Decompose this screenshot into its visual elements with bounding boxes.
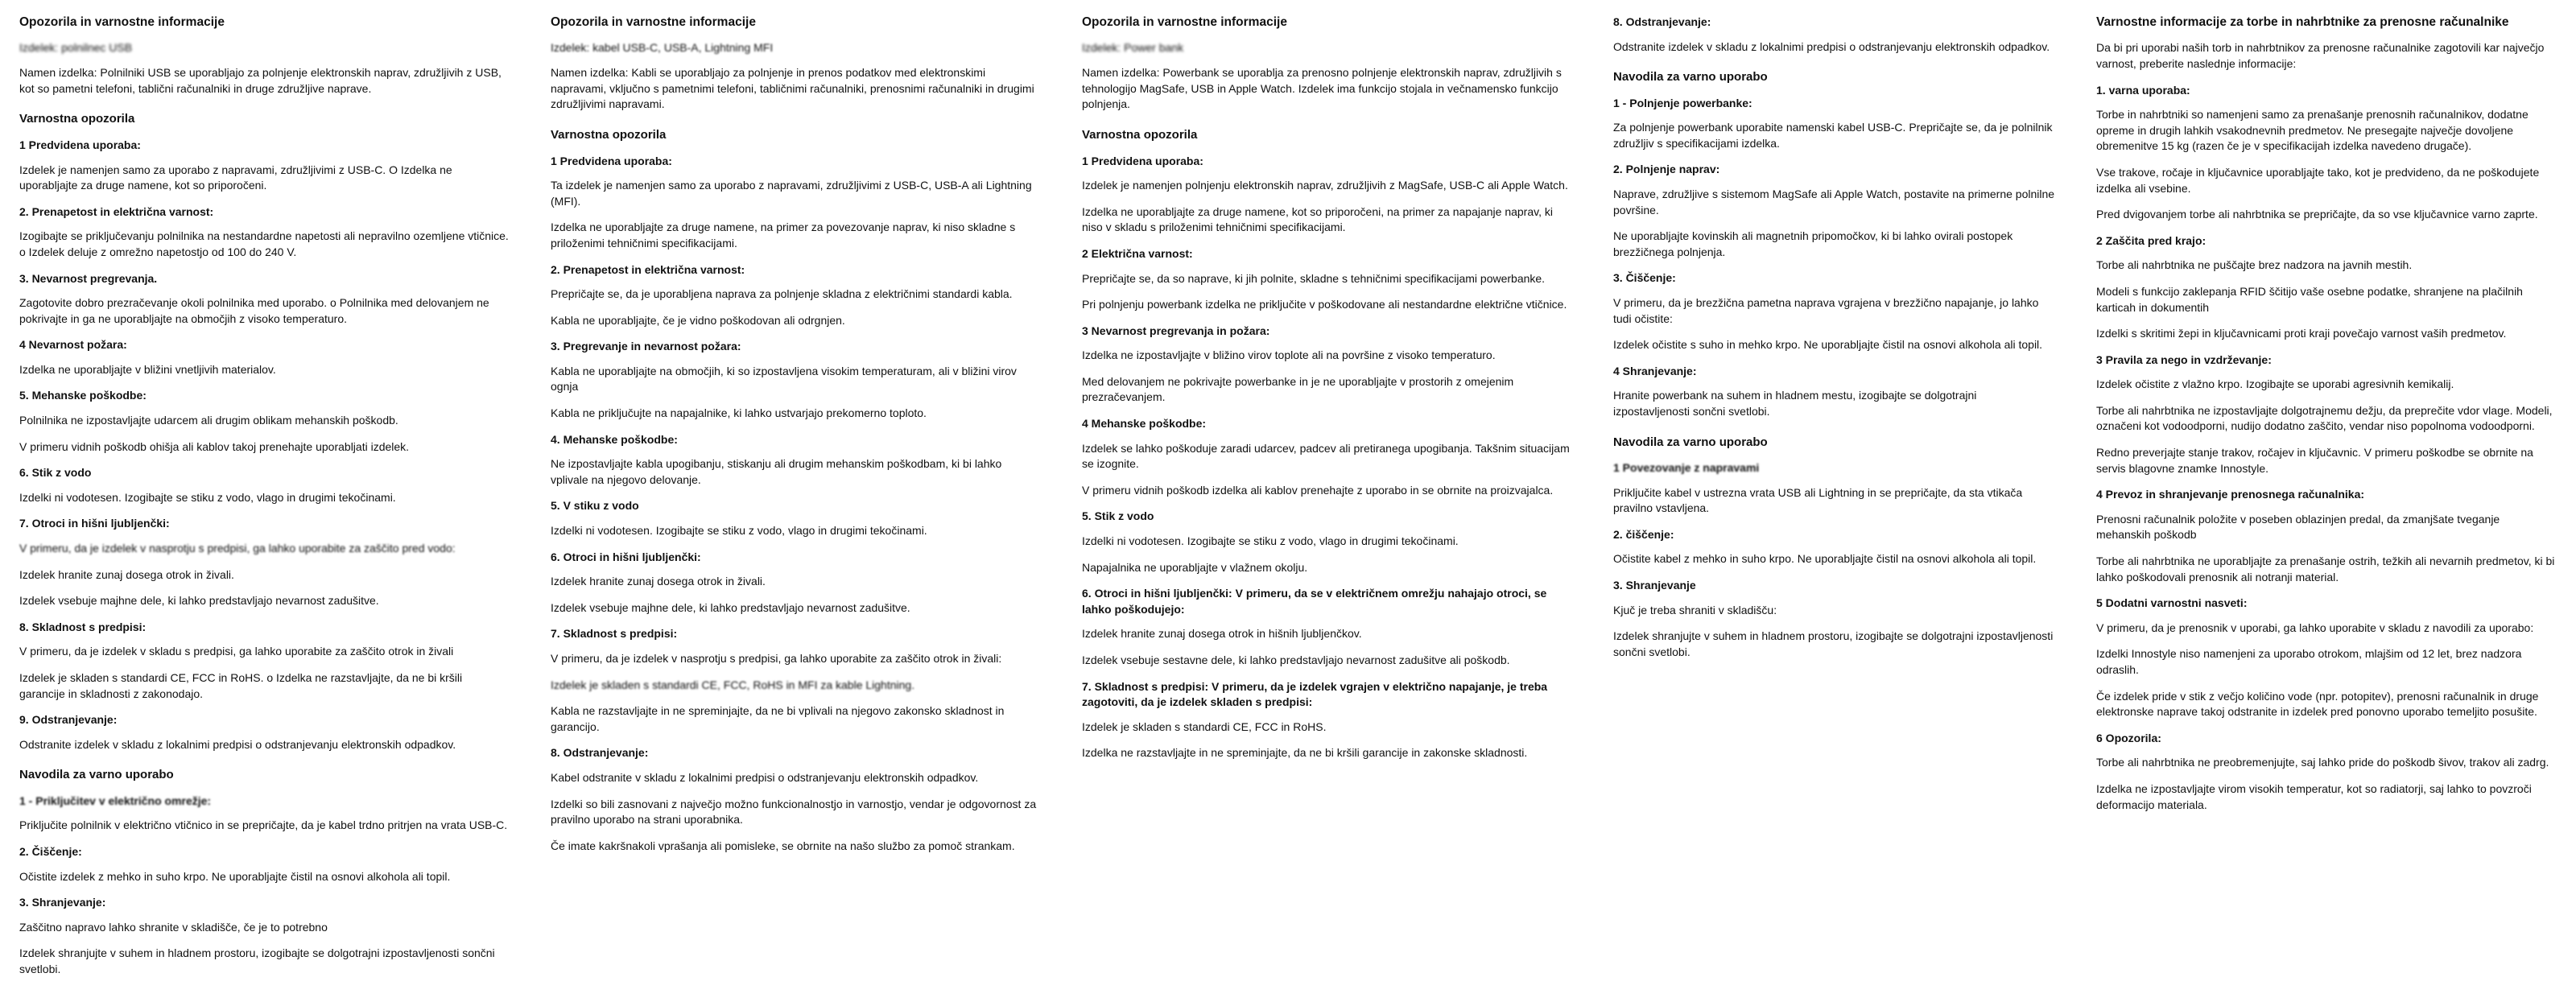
warnings-heading: Varnostna opozorila — [19, 112, 135, 126]
item-heading: 6. Otroci in hišni ljubljenčki: — [551, 550, 701, 563]
usage-item-text: Za polnjenje powerbank uporabite namenski kabel USB-C. Prepričajte se, da je polnilnik združljiv s specifikacijami izdelka. — [1613, 121, 2053, 150]
item-heading: 9. Odstranjevanje: — [19, 713, 118, 727]
item-text: Izdelek je skladen s standardi CE, FCC in RoHS. o Izdelka ne razstavljajte, da ne bi kršili garancije in skladnosti z zakonodajo. — [19, 671, 463, 700]
product-line-text: Izdelek: kabel USB-C, USB-A, Lightning MFI — [551, 41, 774, 55]
item-heading: 1 Predvidena uporaba: — [19, 138, 141, 151]
item-text: V primeru, da je izdelek v skladu s predpisi, ga lahko uporabite za zaščito otrok in živali — [19, 645, 454, 658]
usage-item-text: Priključite polnilnik v električno vtičnico in se prepričajte, da je kabel trdno pritrjen na vrata USB-C. — [19, 818, 508, 832]
usage-item-text: Priključite kabel v ustrezna vrata USB ali Lightning in se prepričajte, da sta vtikača pravilno vstavljena. — [1613, 485, 2023, 515]
item-text: V primeru, da je izdelek v nasprotju s predpisi, ga lahko uporabite za zaščito pred vodo: — [19, 542, 456, 555]
item-text: Izdelki ni vodotesen. Izogibajte se stiku z vodo, vlago in drugimi tekočinami. — [551, 524, 927, 538]
item-text: Izdelki ni vodotesen. Izogibajte se stiku z vodo, vlago in drugimi tekočinami. — [19, 490, 396, 504]
item-text: Vse trakove, ročaje in ključavnice uporabljajte tako, kot je predvideno, da ne poškodujete izdelka ali vsebine. — [2096, 165, 2540, 195]
item-text: Izdelek očistite z vlažno krpo. Izogibajte se uporabi agresivnih kemikalij. — [2096, 377, 2454, 391]
section-title: Opozorila in varnostne informacije — [1082, 15, 1287, 29]
usage-item-heading: 1 Povezovanje z napravami — [1613, 461, 1760, 475]
warnings-heading: Varnostna opozorila — [1082, 128, 1198, 142]
item-text: Izdelek hranite zunaj dosega otrok in živali. — [19, 567, 234, 581]
item-text: Kabla ne priključujte na napajalnike, ki lahko ustvarjajo prekomerno toploto. — [551, 406, 927, 420]
warnings-heading: Varnostna opozorila — [551, 128, 667, 142]
usage-item-heading: 3. Čiščenje: — [1613, 271, 1676, 285]
usage-item-text: Kjuč je treba shraniti v skladišču: — [1613, 603, 1777, 616]
column-powerbank — [1063, 14, 1594, 1006]
item-heading: 6. Otroci in hišni ljubljenčki: V primeru, da se v električnem omrežju nahajajo otroci, se lahko poškodujejo: — [1082, 587, 1547, 616]
section-title: Varnostne informacije za torbe in nahrbtnike za prenosne računalnike — [2096, 15, 2509, 29]
intro-text: Namen izdelka: Polnilniki USB se uporabljajo za polnjenje elektronskih naprav, združljivih z USB, kot so pametni telefoni, tablični računalniki in druge združljive naprave. — [19, 66, 502, 95]
item-heading: 5. Mehanske poškodbe: — [19, 389, 147, 402]
item-text: Odstranite izdelek v skladu z lokalnimi predpisi o odstranjevanju elektronskih odpadkov. — [1613, 39, 2050, 53]
item-text: V primeru vidnih poškodb ohišja ali kablov takoj prenehajte uporabljati izdelek. — [19, 439, 410, 453]
item-text: Izdelka ne uporabljajte v bližini vnetljivih materialov. — [19, 362, 276, 376]
item-heading: 3. Nevarnost pregrevanja. — [19, 271, 158, 285]
item-text: Izdelek je namenjen polnjenju elektronskih naprav, združljivih z MagSafe, USB-C ali Apple Watch. — [1082, 179, 1568, 192]
item-heading: 2 Zaščita pred krajo: — [2096, 233, 2207, 247]
item-text: Izdelek se lahko poškoduje zaradi udarcev, padcev ali pretiranega upogibanja. Takšnim situacijam se izognite. — [1082, 441, 1570, 471]
item-text: Izdelek vsebuje sestavne dele, ki lahko predstavljajo nevarnost zadušitve ali poškodb. — [1082, 653, 1510, 667]
usage-item-text: Izdelek shranjujte v suhem in hladnem prostoru, izogibajte se dolgotrajni izpostavljenosti sončni svetlobi. — [19, 946, 495, 976]
item-text: Modeli s funkcijo zaklepanja RFID ščitijo vaše osebne podatke, shranjene na plačilnih karticah in dokumentih — [2096, 284, 2523, 314]
item-text: V primeru vidnih poškodb izdelka ali kablov prenehajte z uporabo in se obrnite na proizvajalca. — [1082, 483, 1554, 497]
intro-text: Namen izdelka: Powerbank se uporablja za prenosno polnjenje elektronskih naprav, združljivih s tehnologijo MagSafe, USB in Apple Watch. Izdelek ima funkcijo stojala in večnamensko funkcijo polnjenja. — [1082, 66, 1562, 111]
footer-text: Če imate kakršnakoli vprašanja ali pomisleke, se obrnite na našo službo za pomoč strankam. — [551, 839, 1015, 852]
item-text: Kabla ne uporabljajte, če je vidno poškodovan ali odrgnjen. — [551, 313, 845, 327]
item-text: Torbe ali nahrbtnika ne puščajte brez nadzora na javnih mestih. — [2096, 258, 2413, 272]
item-heading: 2 Električna varnost: — [1082, 246, 1193, 260]
item-text: V primeru, da je prenosnik v uporabi, ga lahko uporabite v skladu z navodili za uporabo: — [2096, 621, 2534, 634]
usage-item-heading: 1 - Priključitev v električno omrežje: — [19, 794, 212, 807]
item-text: Odstranite izdelek v skladu z lokalnimi predpisi o odstranjevanju elektronskih odpadkov. — [19, 737, 456, 751]
usage-heading: Navodila za varno uporabo — [19, 768, 174, 782]
usage-item-text: Hranite powerbank na suhem in hladnem mestu, izogibajte se dolgotrajni izpostavljenosti sončni svetlobi. — [1613, 389, 1977, 418]
usage-item-heading: 2. Čiščenje: — [19, 845, 82, 859]
item-heading: 3. Pregrevanje in nevarnost požara: — [551, 340, 741, 353]
item-heading: 1 Predvidena uporaba: — [551, 154, 672, 167]
item-text: Pred dvigovanjem torbe ali nahrbtnika se prepričajte, da so vse ključavnice varno zaprte. — [2096, 208, 2538, 221]
item-text: Zagotovite dobro prezračevanje okoli polnilnika med uporabo. o Polnilnika med delovanjem ne pokrivajte in ga ne uporabljajte na območjih z visoko temperaturo. — [19, 296, 489, 325]
item-heading: 2. Prenapetost in električna varnost: — [19, 204, 214, 218]
usage-item-text: Izdelek očistite s suho in mehko krpo. Ne uporabljajte čistil na osnovi alkohola ali topil. — [1613, 338, 2043, 352]
item-text: Izdelek hranite zunaj dosega otrok in živali. — [551, 575, 766, 588]
usage-item-heading: 3. Shranjevanje — [1613, 579, 1696, 592]
item-text: Prepričajte se, da je uporabljena naprava za polnjenje skladna z električnimi standardi kabla. — [551, 287, 1013, 301]
item-text: Izdelka ne uporabljajte za druge namene, na primer za povezovanje naprav, ki niso skladne s priloženimi tehničnimi specifikacijami. — [551, 221, 1016, 249]
intro-text: Namen izdelka: Kabli se uporabljajo za polnjenje in prenos podatkov med elektronskimi napravami, vključno s pametnimi telefoni, tabličnimi računalniki, prenosnimi računalniki in drugimi združljivimi napravami. — [551, 66, 1034, 111]
item-text: Izdelka ne razstavljajte in ne spreminjajte, da ne bi kršili garancije in zakonske skladnosti. — [1082, 746, 1528, 760]
item-heading: 7. Skladnost s predpisi: — [551, 627, 678, 641]
item-text: Prepričajte se, da so naprave, ki jih polnite, skladne s tehničnimi specifikacijami powerbanke. — [1082, 271, 1546, 285]
item-text: Če izdelek pride v stik z večjo količino vode (npr. potopitev), prenosni računalnik in druge elektronske naprave takoj odstranite in izdelek pred ponovno uporabo temeljito posušite. — [2096, 689, 2539, 719]
item-text: Izdelek vsebuje majhne dele, ki lahko predstavljajo nevarnost zadušitve. — [19, 594, 379, 608]
item-text: Pri polnjenju powerbank izdelka ne priključite v poškodovane ali nestandardne električne vtičnice. — [1082, 298, 1567, 311]
item-text: Izdelek je skladen s standardi CE, FCC, RoHS in MFI za kable Lightning. — [551, 678, 915, 691]
item-text: Izdelek je skladen s standardi CE, FCC in RoHS. — [1082, 719, 1327, 733]
usage-item-text: Očistite kabel z mehko in suho krpo. Ne uporabljajte čistil na osnovi alkohola ali topil. — [1613, 552, 2037, 566]
item-text: Kabla ne razstavljajte in ne spreminjajte, da ne bi vplivali na njegovo zakonsko skladnost in garancijo. — [551, 704, 1005, 733]
section-title: Opozorila in varnostne informacije — [551, 15, 756, 29]
usage-item-heading: 2. Polnjenje naprav: — [1613, 163, 1720, 176]
product-line — [19, 40, 510, 56]
item-text: Izdelek hranite zunaj dosega otrok in hišnih ljubljenčkov. — [1082, 627, 1362, 641]
column-cable — [531, 14, 1063, 1006]
item-text: V primeru, da je izdelek v nasprotju s predpisi, ga lahko uporabite za zaščito otrok in živali: — [551, 652, 1002, 666]
usage-item-heading: 2. čiščenje: — [1613, 527, 1674, 541]
item-text: Izdelki ni vodotesen. Izogibajte se stiku z vodo, vlago in drugimi tekočinami. — [1082, 534, 1459, 548]
item-heading: 3 Nevarnost pregrevanja in požara: — [1082, 324, 1270, 337]
item-heading: 8. Skladnost s predpisi: — [19, 620, 147, 633]
item-heading: 8. Odstranjevanje: — [551, 746, 649, 760]
item-text: Izdelek vsebuje majhne dele, ki lahko predstavljajo nevarnost zadušitve. — [551, 600, 910, 614]
item-text: Torbe in nahrbtniki so namenjeni samo za prenašanje prenosnih računalnikov, dodatne opreme in drugih lahkih vsakodnevnih predmetov. Ne presegajte največje dovoljene obremenitve 15 kg (razen če je v specifikacijah izdelka navedeno drugače). — [2096, 108, 2529, 153]
item-text: Redno preverjajte stanje trakov, ročajev in ključavnic. V primeru poškodbe se obrnite na servis blagovne znamke Innostyle. — [2096, 446, 2533, 475]
product-line — [1082, 40, 1573, 56]
item-heading: 6. Stik z vodo — [19, 466, 92, 480]
item-heading: 5 Dodatni varnostni nasveti: — [2096, 596, 2248, 610]
item-text: Izdelki s skritimi žepi in ključavnicami proti kraji povečajo varnost vaših predmetov. — [2096, 327, 2507, 340]
item-heading: 8. Odstranjevanje: — [1613, 15, 1711, 28]
usage-item-heading: 3. Shranjevanje: — [19, 896, 106, 909]
usage-item-heading: 4 Shranjevanje: — [1613, 364, 1697, 377]
usage-item-text: Očistite izdelek z mehko in suho krpo. Ne uporabljajte čistil na osnovi alkohola ali topil. — [19, 869, 451, 883]
item-heading: 4. Mehanske poškodbe: — [551, 432, 678, 446]
item-heading: 7. Otroci in hišni ljubljenčki: — [19, 517, 170, 530]
item-heading: 2. Prenapetost in električna varnost: — [551, 262, 745, 276]
usage-item-heading: 1 - Polnjenje powerbanke: — [1613, 96, 1752, 109]
footer-text: Izdelki so bili zasnovani z največjo možno funkcionalnostjo in varnostjo, vendar je odgovornost za pravilno uporabo na strani uporabnika. — [551, 797, 1037, 827]
usage-item-text: Naprave, združljive s sistemom MagSafe ali Apple Watch, postavite na primerne polnilne površine. — [1613, 188, 2055, 216]
item-heading: 1. varna uporaba: — [2096, 83, 2190, 97]
item-heading: 4 Mehanske poškodbe: — [1082, 417, 1207, 431]
item-text: Torbe ali nahrbtnika ne preobremenjujte, saj lahko pride do poškodb šivov, trakov ali zadrg. — [2096, 756, 2549, 769]
item-text: Med delovanjem ne pokrivajte powerbanke in je ne uporabljajte v prostorih z omejenim prezračevanjem. — [1082, 374, 1514, 404]
item-text: Kabel odstranite v skladu z lokalnimi predpisi o odstranjevanju elektronskih odpadkov. — [551, 770, 979, 784]
item-text: Izdelka ne izpostavljajte virom visokih temperatur, kot so radiatorji, saj lahko to povzroči deformacijo materiala. — [2096, 781, 2532, 811]
product-line-text: Izdelek: Power bank — [1082, 41, 1184, 55]
item-heading: 4 Nevarnost požara: — [19, 338, 127, 352]
column-bags — [2077, 14, 2576, 1006]
usage-item-text: V primeru, da je brezžična pametna naprava vgrajena v brezžično napajanje, jo lahko tudi očistite: — [1613, 296, 2039, 325]
product-line-text: Izdelek: polnilnec USB — [19, 41, 133, 55]
item-text: Izdelka ne uporabljajte za druge namene, kot so priporočeni, na primer za napajanje naprav, ki niso v skladu s priloženimi tehničnimi specifikacijami. — [1082, 204, 1553, 234]
item-heading: 6 Opozorila: — [2096, 731, 2161, 744]
usage-item-text: Izdelek shranjujte v suhem in hladnem prostoru, izogibajte se dolgotrajni izpostavljenosti sončni svetlobi. — [1613, 629, 2054, 658]
item-heading: 5. V stiku z vodo — [551, 499, 639, 513]
item-text: Izdelki Innostyle niso namenjeni za uporabo otrokom, mlajšim od 12 let, brez nadzora odraslih. — [2096, 647, 2522, 676]
column-powerbank-usage — [1594, 14, 2077, 1006]
item-text: Izdelka ne izpostavljajte v bližino virov toplote ali na površine z visoko temperaturo. — [1082, 348, 1496, 362]
item-text: Kabla ne uporabljajte na območjih, ki so izpostavljena visokim temperaturam, ali v bližini virov ognja — [551, 364, 1017, 394]
item-heading: 4 Prevoz in shranjevanje prenosnega računalnika: — [2096, 488, 2365, 501]
item-text: Izogibajte se priključevanju polnilnika na nestandardne napetosti ali nepravilno ozemljene vtičnice. o Izdelek deluje z omrežno napetostjo od 100 do 240 V. — [19, 229, 509, 258]
usage-heading-2: Navodila za varno uporabo — [1613, 435, 1768, 449]
item-text: Prenosni računalnik položite v poseben oblazinjen predal, da zmanjšate tveganje mehanskih poškodb — [2096, 512, 2500, 542]
item-heading: 1 Predvidena uporaba: — [1082, 154, 1203, 167]
item-text: Torbe ali nahrbtnika ne izpostavljajte dolgotrajnemu dežju, da preprečite vdor vlage. Modeli, označeni kot vodoodporni, nudijo dodatno zaščito, vendar niso popolnoma vodoodporni. — [2096, 403, 2553, 433]
intro-text: Da bi pri uporabi naših torb in nahrbtnikov za prenosne računalnike zagotovili kar največjo varnost, preberite naslednje informacije: — [2096, 41, 2545, 70]
usage-item-text: Zaščitno napravo lahko shranite v skladišče, če je to potrebno — [19, 920, 328, 934]
item-heading: 3 Pravila za nego in vzdrževanje: — [2096, 353, 2272, 366]
item-text: Polnilnika ne izpostavljajte udarcem ali drugim oblikam mehanskih poškodb. — [19, 414, 398, 427]
item-heading: 5. Stik z vodo — [1082, 509, 1154, 523]
item-text: Izdelek je namenjen samo za uporabo z napravami, združljivimi z USB-C. O Izdelka ne uporabljajte za druge namene, kot so priporočeni. — [19, 163, 452, 192]
item-text: Ta izdelek je namenjen samo za uporabo z napravami, združljivimi z USB-C, USB-A ali Lightning (MFI). — [551, 179, 1032, 208]
usage-item-text: Ne uporabljajte kovinskih ali magnetnih pripomočkov, ki bi lahko ovirali postopek brezžičnega polnjenja. — [1613, 229, 2013, 258]
column-charger — [0, 14, 531, 1006]
item-text: Napajalnika ne uporabljajte v vlažnem okolju. — [1082, 560, 1308, 574]
usage-heading: Navodila za varno uporabo — [1613, 70, 1768, 85]
item-text: Ne izpostavljajte kabla upogibanju, stiskanju ali drugim mehanskim poškodbam, ki bi lahko vplivale na njegovo delovanje. — [551, 457, 1002, 486]
item-text: Torbe ali nahrbtnika ne uporabljajte za prenašanje ostrih, težkih ali nevarnih predmetov, ki bi lahko poškodovali prenosnik ali notranji material. — [2096, 555, 2555, 583]
product-line — [551, 40, 1042, 56]
section-title: Opozorila in varnostne informacije — [19, 15, 225, 29]
item-heading: 7. Skladnost s predpisi: V primeru, da je izdelek vgrajen v električno napajanje, je treba zagotoviti, da je izdelek skladen s predpisi: — [1082, 679, 1548, 709]
